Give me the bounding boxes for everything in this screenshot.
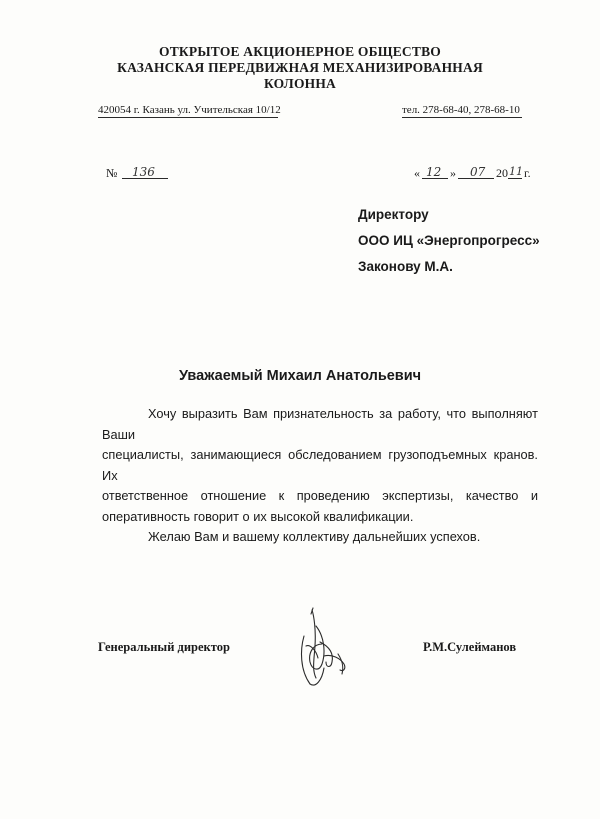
date-year-underline xyxy=(508,178,522,179)
body-line-3: ответственное отношение к проведению экспертизы, качество и xyxy=(102,488,538,503)
ref-number-label: № xyxy=(106,166,118,180)
body-line-1: Хочу выразить Вам признательность за работу, что выполняют Ваши xyxy=(102,406,538,442)
date-close-quote: » xyxy=(450,166,456,180)
signatory-position: Генеральный директор xyxy=(98,640,230,654)
addressee-company: ООО ИЦ «Энергопрогресс» xyxy=(358,233,540,248)
letter-body xyxy=(102,404,538,548)
org-name-line-1: ОТКРЫТОЕ АКЦИОНЕРНОЕ ОБЩЕСТВО xyxy=(159,44,441,59)
date-year-suffix: 11 xyxy=(509,165,523,178)
date-suffix: г. xyxy=(524,166,531,180)
date-year-prefix: 20 xyxy=(496,166,508,180)
addressee-block xyxy=(358,202,540,280)
body-paragraph-2: Желаю Вам и вашему коллективу дальнейших успехов. xyxy=(148,529,481,544)
date-open-quote: « xyxy=(414,166,420,180)
org-name-line-2: КАЗАНСКАЯ ПЕРЕДВИЖНАЯ МЕХАНИЗИРОВАННАЯ xyxy=(117,60,483,75)
addressee-name: Законову М.А. xyxy=(358,259,453,274)
org-address: 420054 г. Казань ул. Учительская 10/12 xyxy=(98,104,281,116)
body-line-2: специалисты, занимающиеся обследованием грузоподъемных кранов. Их xyxy=(102,447,538,483)
addressee-title: Директору xyxy=(358,207,429,222)
salutation: Уважаемый Михаил Анатольевич xyxy=(178,368,422,384)
signatory-name: Р.М.Сулейманов xyxy=(423,640,517,654)
date-day: 12 xyxy=(426,165,442,179)
org-name-line-3: КОЛОННА xyxy=(264,76,336,91)
body-line-4: оперативность говорит о их высокой квалификации. xyxy=(102,508,414,524)
date-month: 07 xyxy=(470,165,486,179)
ref-number-value: 136 xyxy=(132,165,155,179)
org-phones: тел. 278-68-40, 278-68-10 xyxy=(402,104,522,118)
handwritten-signature xyxy=(282,606,362,690)
